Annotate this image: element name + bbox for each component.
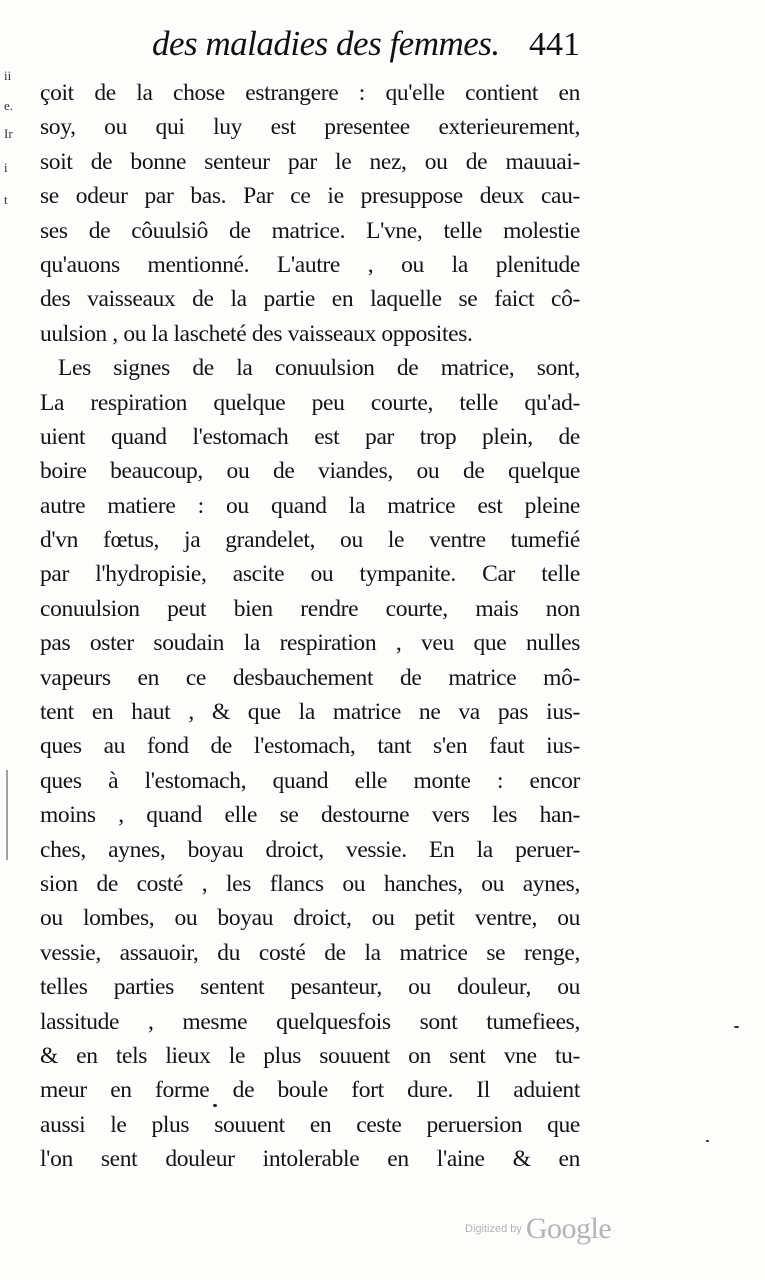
text-line: ches, aynes, boyau droict, vessie. En la peruer- [40,836,580,863]
text-line: sion de costé , les flancs ou hanches, ou aynes, [40,870,580,897]
text-line: & en tels lieux le plus souuent on sent vne tu- [40,1042,580,1069]
margin-mark: Ir [4,126,13,141]
text-line: vapeurs en ce desbauchement de matrice mô- [40,664,580,691]
body-text [40,76,580,1177]
text-line: autre matiere : ou quand la matrice est pleine [40,492,580,519]
running-head: des maladies des femmes. [152,24,500,63]
text-line: se odeur par bas. Par ce ie presuppose deux cau- [40,183,580,210]
margin-rule [6,770,8,860]
text-line: des vaisseaux de la partie en laquelle se faict cô- [40,286,580,313]
ink-speck [706,1140,709,1142]
text-line: uulsion , ou la lascheté des vaisseaux opposites. [40,320,473,347]
text-line: ques au fond de l'estomach, tant s'en faut ius- [40,733,580,760]
google-logo: Google [525,1212,612,1245]
text-line: par l'hydropisie, ascite ou tympanite. Car telle [40,561,580,588]
text-line: qu'auons mentionné. L'autre , ou la plenitude [40,251,580,278]
text-line: l'on sent douleur intolerable en l'aine & en [40,1146,580,1173]
margin-mark: e. [4,98,14,113]
text-line: Les signes de la conuulsion de matrice, sont, [58,355,580,382]
text-line: aussi le plus souuent en ceste peruersion que [40,1111,580,1138]
text-line: La respiration quelque peu courte, telle qu'ad- [40,389,580,416]
text-line: uient quand l'estomach est par trop plein, de [40,423,580,450]
ink-speck [734,1026,739,1028]
text-line: telles parties sentent pesanteur, ou douleur, ou [40,974,580,1001]
page-number: 441 [529,26,580,63]
text-line: tent en haut , & que la matrice ne va pas ius- [40,699,580,726]
ink-speck [213,1104,217,1107]
google-watermark [465,1212,611,1246]
margin-mark: t [4,192,8,207]
text-line: boire beaucoup, ou de viandes, ou de quelque [40,458,580,485]
text-line: ses de côuulsiô de matrice. L'vne, telle molestie [40,217,580,244]
margin-mark: i [4,160,8,175]
margin-mark: ii [4,68,12,83]
text-line: soy, ou qui luy est presentee exterieurement, [40,114,580,141]
left-margin-marks [0,64,14,284]
text-line: çoit de la chose estrangere : qu'elle contient en [40,80,580,106]
text-line: moins , quand elle se destourne vers les han- [40,802,580,829]
text-line: ques à l'estomach, quand elle monte : encor [40,767,580,794]
text-line: soit de bonne senteur par le nez, ou de mauuai- [40,148,580,175]
text-line: vessie, assauoir, du costé de la matrice se renge, [40,939,580,966]
text-line: lassitude , mesme quelquesfois sont tumefiees, [40,1008,580,1035]
text-line: ou lombes, ou boyau droict, ou petit ventre, ou [40,905,580,932]
text-line: d'vn fœtus, ja grandelet, ou le ventre tumefié [40,527,580,554]
text-line: meur en forme de boule fort dure. Il aduient [40,1077,580,1104]
text-line: conuulsion peut bien rendre courte, mais non [40,595,580,622]
watermark-prefix: Digitized by [465,1223,522,1235]
text-line: pas oster soudain la respiration , veu que nulles [40,630,580,657]
page-header [140,20,580,66]
